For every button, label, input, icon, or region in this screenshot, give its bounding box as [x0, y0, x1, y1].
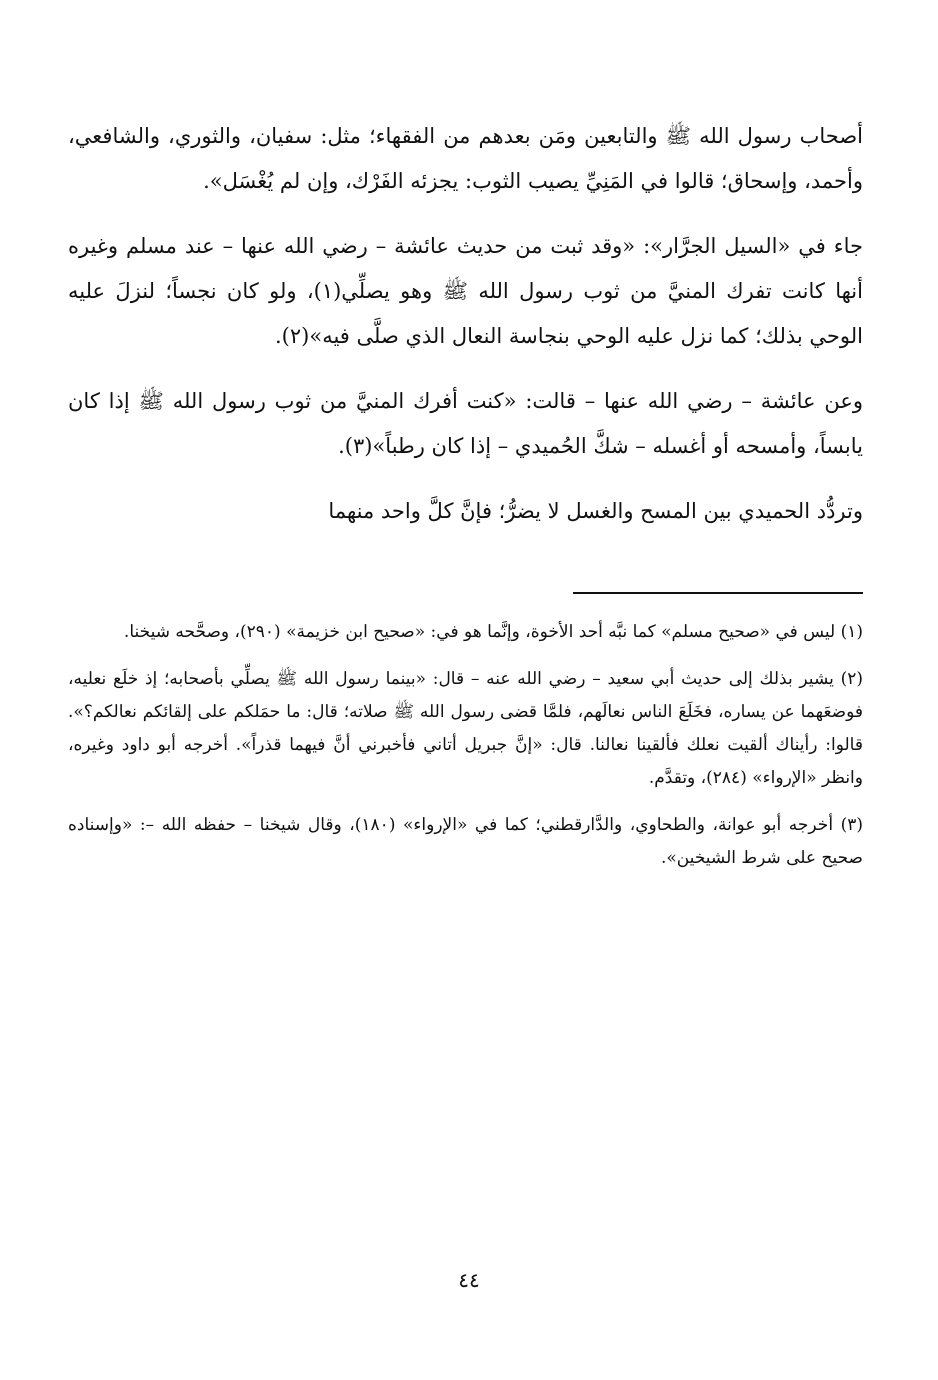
- paragraph-3: وعن عائشة – رضي الله عنها – قالت: «كنت أفرك المنيَّ من ثوب رسول الله ﷺ إذا كان يابساً، وأمسحه أو أغسله – شكَّ الحُميدي – إذا كان رطباً»(٣).: [68, 389, 863, 458]
- page-number: ٤٤: [458, 1268, 480, 1292]
- footnote-separator-wrap: [68, 592, 863, 594]
- paragraph-1: أصحاب رسول الله ﷺ والتابعين ومَن بعدهم من الفقهاء؛ مثل: سفيان، والثوري، والشافعي، وأحمد، وإسحاق؛ قالوا في المَنِيِّ يصيب الثوب: يجزئه الفَرْك، وإن لم يُغْسَل».: [68, 124, 863, 193]
- page-body: [68, 114, 863, 889]
- paragraph-2: جاء في «السيل الجرَّار»: «وقد ثبت من حديث عائشة – رضي الله عنها – عند مسلم وغيره أنها كانت تفرك المنيَّ من ثوب رسول الله ﷺ وهو يصلِّي(١)، ولو كان نجساً؛ لنزلَ عليه الوحي بذلك؛ كما نزل عليه الوحي بنجاسة النعال الذي صلَّى فيه»(٢).: [68, 234, 863, 348]
- footnote-1: (١) ليس في «صحيح مسلم» كما نبَّه أحد الأخوة، وإنَّما هو في: «صحيح ابن خزيمة» (٢٩٠)، وصحَّحه شيخنا.: [123, 622, 863, 642]
- main-text: [68, 114, 863, 534]
- footnotes: [68, 616, 863, 875]
- footnote-3: (٣) أخرجه أبو عوانة، والطحاوي، والدَّارقطني؛ كما في «الإرواء» (١٨٠)، وقال شيخنا – حفظه الله –: «وإسناده صحيح على شرط الشيخين».: [68, 815, 864, 868]
- paragraph-4: وتردُّد الحميدي بين المسح والغسل لا يضرُّ؛ فإنَّ كلَّ واحد منهما: [328, 499, 863, 523]
- footnote-2: (٢) يشير بذلك إلى حديث أبي سعيد – رضي الله عنه – قال: «بينما رسول الله ﷺ يصلِّي بأصحابه؛ إذ خلَع نعليه، فوضعَهما عن يساره، فخَلَعَ الناس نعالَهم، فلمَّا قضى رسول الله ﷺ صلاته؛ قال: ما حمَلكم على إلقائكم نعالكم؟». قالوا: رأيناك ألقيت نعلك فألقينا نعالنا. قال: «إنَّ جبريل أتاني فأخبرني أنَّ فيهما قذراً». أخرجه أبو داود وغيره، وانظر «الإرواء» (٢٨٤)، وتقدَّم.: [68, 669, 864, 788]
- footnote-separator: [573, 592, 863, 594]
